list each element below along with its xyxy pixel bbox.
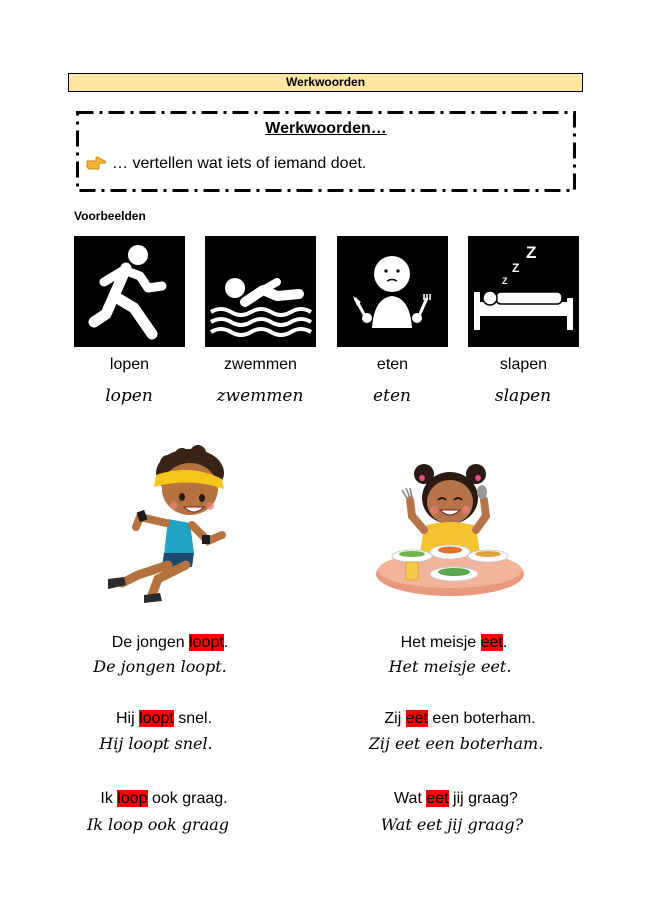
running-person-icon xyxy=(74,236,185,347)
svg-text:Z: Z xyxy=(502,276,508,286)
script-eten: eten xyxy=(373,386,411,406)
verb-highlight: loopt xyxy=(139,710,174,727)
word-lopen: lopen xyxy=(109,356,150,373)
word-zwemmen: zwemmen xyxy=(224,356,297,373)
page-header: Werkwoorden xyxy=(68,73,583,92)
verb-highlight: eet xyxy=(405,710,428,727)
script-slapen: slapen xyxy=(494,386,552,406)
sentence-left-2-script: Hij loopt snel. xyxy=(99,734,213,753)
definition-line xyxy=(86,155,366,173)
sentence-left-1: De jongen loopt. xyxy=(111,634,229,651)
sentence-left-2: Hij loopt snel. xyxy=(115,710,213,727)
running-boy-illustration xyxy=(98,443,238,605)
definition-text: … vertellen wat iets of iemand doet. xyxy=(112,155,367,172)
sentence-right-1-script: Het meisje eet. xyxy=(388,657,512,676)
word-slapen: slapen xyxy=(499,356,548,373)
sentence-right-2: Zij eet een boterham. xyxy=(384,710,536,727)
verb-highlight: eet xyxy=(480,634,503,651)
svg-text:Z: Z xyxy=(526,243,537,262)
sentence-left-1-script: De jongen loopt. xyxy=(93,657,227,676)
sentence-right-1: Het meisje eet. xyxy=(400,634,508,651)
definition-box xyxy=(76,111,576,192)
pointing-hand-icon xyxy=(86,156,106,170)
sentence-right-3: Wat eet jij graag? xyxy=(394,790,518,807)
svg-text:Z: Z xyxy=(512,261,520,275)
examples-label: Voorbeelden xyxy=(74,209,146,223)
sentence-left-3: Ik loop ook graag. xyxy=(100,790,228,807)
verb-highlight: loop xyxy=(117,790,148,807)
eating-girl-illustration xyxy=(372,462,528,598)
script-lopen: lopen xyxy=(105,386,153,406)
swimming-person-icon xyxy=(205,236,316,347)
verb-highlight: loopt xyxy=(189,634,224,651)
sentence-left-3-script: Ik loop ook graag xyxy=(86,815,230,834)
verb-highlight: eet xyxy=(426,790,449,807)
definition-title: Werkwoorden… xyxy=(265,120,387,137)
sleeping-person-icon xyxy=(468,236,579,347)
word-eten: eten xyxy=(376,356,409,373)
sentence-right-2-script: Zij eet een boterham. xyxy=(368,734,544,753)
eating-person-icon xyxy=(337,236,448,347)
script-zwemmen: zwemmen xyxy=(216,386,304,406)
sentence-right-3-script: Wat eet jij graag? xyxy=(380,815,524,834)
